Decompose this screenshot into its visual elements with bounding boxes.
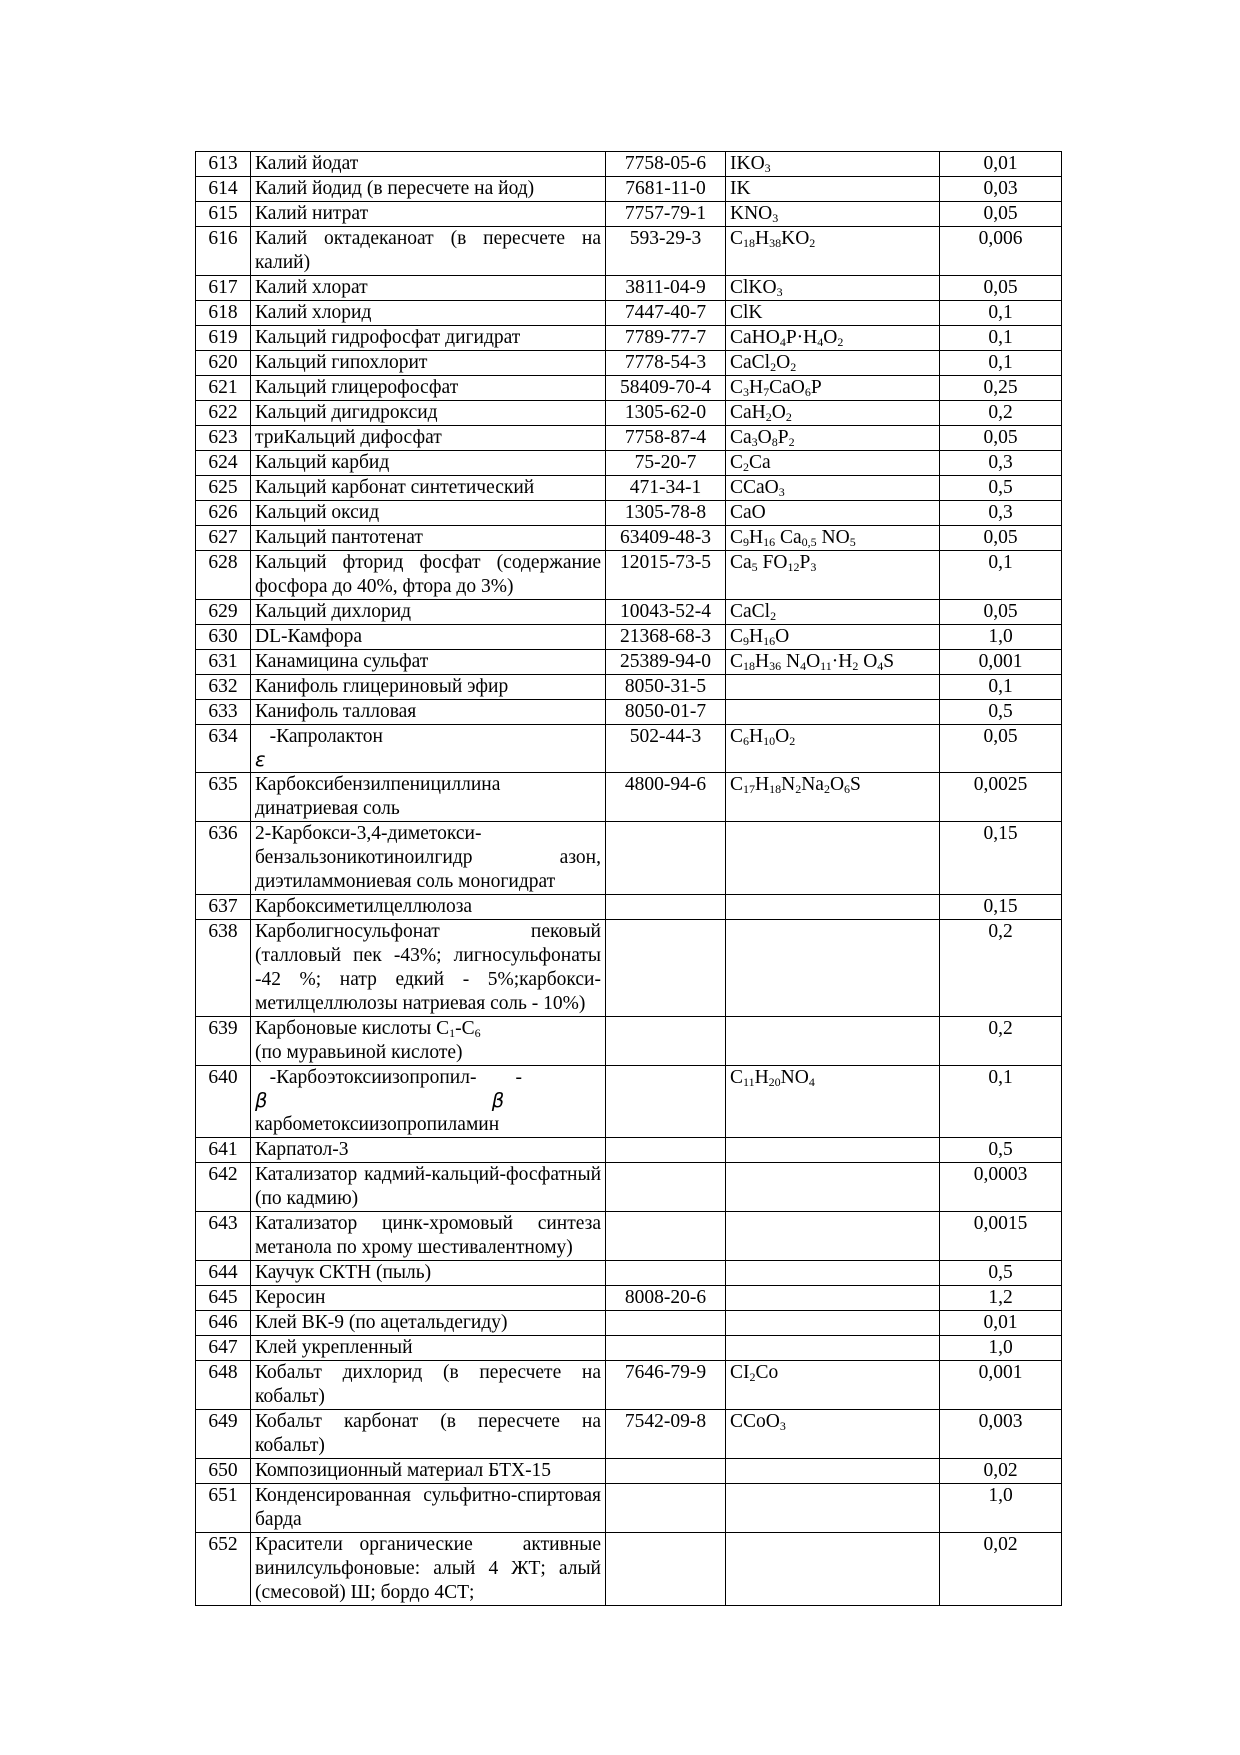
limit-value: 0,1 <box>940 1066 1062 1138</box>
substance-name: Керосин <box>251 1286 606 1311</box>
substance-name: Красители органические активные винилсульфоновые: алый 4 ЖТ; алый (смесовой) Ш; бордо 4СТ; <box>251 1533 606 1606</box>
limit-value: 0,001 <box>940 1361 1062 1410</box>
row-number: 616 <box>196 227 251 276</box>
row-number: 639 <box>196 1017 251 1066</box>
row-number: 646 <box>196 1311 251 1336</box>
cas-number <box>606 1066 726 1138</box>
cas-number: 7757-79-1 <box>606 202 726 227</box>
table-row <box>196 675 1062 700</box>
limit-value: 0,15 <box>940 822 1062 895</box>
substance-name: Кальций гипохлорит <box>251 351 606 376</box>
table-row <box>196 773 1062 822</box>
limit-value: 0,1 <box>940 551 1062 600</box>
limit-value: 0,5 <box>940 1138 1062 1163</box>
cas-number: 593-29-3 <box>606 227 726 276</box>
row-number: 647 <box>196 1336 251 1361</box>
table-row <box>196 1163 1062 1212</box>
table-row <box>196 177 1062 202</box>
cas-number: 471-34-1 <box>606 476 726 501</box>
row-number: 650 <box>196 1459 251 1484</box>
chemical-formula: $CI_2Co$ <box>726 1361 940 1410</box>
row-number: 629 <box>196 600 251 625</box>
cas-number: 1305-78-8 <box>606 501 726 526</box>
substance-name: Кальций пантотенат <box>251 526 606 551</box>
substance-name: Калий йодид (в пересчете на йод) <box>251 177 606 202</box>
substance-name: Карбоксибензилпенициллина динатриевая соль <box>251 773 606 822</box>
table-row <box>196 426 1062 451</box>
table-row <box>196 152 1062 177</box>
substance-name: Композиционный материал БТХ-15 <box>251 1459 606 1484</box>
substance-name: Кобальт карбонат (в пересчете на кобальт) <box>251 1410 606 1459</box>
table-row <box>196 202 1062 227</box>
limit-value: 0,5 <box>940 1261 1062 1286</box>
row-number: 632 <box>196 675 251 700</box>
cas-number: 3811-04-9 <box>606 276 726 301</box>
chemical-formula <box>726 1017 940 1066</box>
chemical-formula: $C_9H_{16}O$ <box>726 625 940 650</box>
cas-number: 10043-52-4 <box>606 600 726 625</box>
cas-number: 1305-62-0 <box>606 401 726 426</box>
substance-name: Карпатол-3 <box>251 1138 606 1163</box>
substance-name: Калий хлорат <box>251 276 606 301</box>
table-row <box>196 1410 1062 1459</box>
chemical-formula <box>726 675 940 700</box>
row-number: 620 <box>196 351 251 376</box>
row-number: 638 <box>196 920 251 1017</box>
limit-value: 1,0 <box>940 625 1062 650</box>
limit-value: 0,01 <box>940 1311 1062 1336</box>
substance-name: Катализатор кадмий-кальций-фосфатный (по кадмию) <box>251 1163 606 1212</box>
chemical-formula: $C_3H_7CaO_6P$ <box>726 376 940 401</box>
chemical-formula: $CaHO_4P\cdot H_4O_2$ <box>726 326 940 351</box>
substance-name: Кальций карбид <box>251 451 606 476</box>
row-number: 624 <box>196 451 251 476</box>
cas-number: 7447-40-7 <box>606 301 726 326</box>
chemical-formula: $C_{18}H_{38}KO_2$ <box>726 227 940 276</box>
limit-value: 0,05 <box>940 526 1062 551</box>
cas-number <box>606 1336 726 1361</box>
substance-name: Калий хлорид <box>251 301 606 326</box>
cas-number: 25389-94-0 <box>606 650 726 675</box>
limit-value: 0,02 <box>940 1533 1062 1606</box>
chemical-formula <box>726 1311 940 1336</box>
cas-number: 7789-77-7 <box>606 326 726 351</box>
substance-name: Кобальт дихлорид (в пересчете на кобальт) <box>251 1361 606 1410</box>
table-row <box>196 526 1062 551</box>
chemical-formula: $IKO_3$ <box>726 152 940 177</box>
substance-name: Кальций дихлорид <box>251 600 606 625</box>
row-number: 644 <box>196 1261 251 1286</box>
cas-number <box>606 895 726 920</box>
chemical-formula: CaO <box>726 501 940 526</box>
chemical-formula <box>726 1336 940 1361</box>
cas-number <box>606 1163 726 1212</box>
substance-name: Клей ВК-9 (по ацетальдегиду) <box>251 1311 606 1336</box>
table-row <box>196 1066 1062 1138</box>
row-number: 637 <box>196 895 251 920</box>
table-row <box>196 1361 1062 1410</box>
limit-value: 0,001 <box>940 650 1062 675</box>
chemical-formula: IK <box>726 177 940 202</box>
row-number: 628 <box>196 551 251 600</box>
substance-name: Кальций гидрофосфат дигидрат <box>251 326 606 351</box>
limit-value: 0,25 <box>940 376 1062 401</box>
limit-value: 0,01 <box>940 152 1062 177</box>
row-number: 623 <box>196 426 251 451</box>
substance-table <box>195 151 1062 1606</box>
limit-value: 0,02 <box>940 1459 1062 1484</box>
cas-number: 63409-48-3 <box>606 526 726 551</box>
row-number: 626 <box>196 501 251 526</box>
substance-name: Кальций оксид <box>251 501 606 526</box>
limit-value: 0,05 <box>940 600 1062 625</box>
substance-name: DL-Камфора <box>251 625 606 650</box>
cas-number <box>606 1533 726 1606</box>
substance-name: Катализатор цинк-хромовый синтеза метанола по хрому шестивалентному) <box>251 1212 606 1261</box>
cas-number: 58409-70-4 <box>606 376 726 401</box>
chemical-formula <box>726 1286 940 1311</box>
limit-value: 0,3 <box>940 451 1062 476</box>
row-number: 636 <box>196 822 251 895</box>
table-row <box>196 551 1062 600</box>
table-row <box>196 501 1062 526</box>
limit-value: 1,0 <box>940 1484 1062 1533</box>
cas-number: 7681-11-0 <box>606 177 726 202</box>
chemical-formula <box>726 920 940 1017</box>
substance-name: Клей укрепленный <box>251 1336 606 1361</box>
substance-name: -Карбоэтоксиизопропил- - β β карбометоксиизопропиламин <box>251 1066 606 1138</box>
substance-name: Карболигносульфонат пековый (талловый пек -43%; лигносульфонаты -42 %; натр едкий - 5%;карбокси-метилцеллюлозы натриевая соль - 10%) <box>251 920 606 1017</box>
row-number: 625 <box>196 476 251 501</box>
substance-name: Канифоль глицериновый эфир <box>251 675 606 700</box>
chemical-formula <box>726 1138 940 1163</box>
limit-value: 0,0015 <box>940 1212 1062 1261</box>
row-number: 634 <box>196 725 251 773</box>
row-number: 649 <box>196 1410 251 1459</box>
chemical-formula: CCaO$_3$ <box>726 476 940 501</box>
cas-number: 7758-87-4 <box>606 426 726 451</box>
limit-value: 0,2 <box>940 401 1062 426</box>
cas-number: 4800-94-6 <box>606 773 726 822</box>
limit-value: 0,05 <box>940 276 1062 301</box>
chemical-formula <box>726 1459 940 1484</box>
chemical-formula: $C_9H_{16}$ $Ca_{0,5}$ $NO_5$ <box>726 526 940 551</box>
row-number: 648 <box>196 1361 251 1410</box>
row-number: 642 <box>196 1163 251 1212</box>
limit-value: 1,0 <box>940 1336 1062 1361</box>
chemical-formula: $KNO_3$ <box>726 202 940 227</box>
chemical-formula <box>726 700 940 725</box>
chemical-formula <box>726 1261 940 1286</box>
limit-value: 0,1 <box>940 326 1062 351</box>
row-number: 613 <box>196 152 251 177</box>
table-row <box>196 1017 1062 1066</box>
substance-name: 2-Карбокси-3,4-диметокси-бензальзоникотиноилгидр азон, диэтиламмониевая соль моногидрат <box>251 822 606 895</box>
limit-value: 0,0025 <box>940 773 1062 822</box>
cas-number: 8050-31-5 <box>606 675 726 700</box>
chemical-formula <box>726 1533 940 1606</box>
cas-number <box>606 1484 726 1533</box>
cas-number <box>606 1212 726 1261</box>
substance-name: Канифоль талловая <box>251 700 606 725</box>
row-number: 645 <box>196 1286 251 1311</box>
substance-name: -Капролактон ε <box>251 725 606 773</box>
substance-name: Конденсированная сульфитно-спиртовая барда <box>251 1484 606 1533</box>
limit-value: 0,15 <box>940 895 1062 920</box>
table-row <box>196 351 1062 376</box>
limit-value: 0,3 <box>940 501 1062 526</box>
row-number: 651 <box>196 1484 251 1533</box>
table-row <box>196 1138 1062 1163</box>
table-row <box>196 600 1062 625</box>
chemical-formula: $C_{18}H_{36}$ $N_4O_{11}\cdot H_2$ $O_4S$ <box>726 650 940 675</box>
table-body <box>196 152 1062 1606</box>
limit-value: 0,05 <box>940 202 1062 227</box>
limit-value: 0,006 <box>940 227 1062 276</box>
table-row <box>196 1311 1062 1336</box>
substance-name: Калий октадеканоат (в пересчете на калий) <box>251 227 606 276</box>
substance-name: Каучук СКТН (пыль) <box>251 1261 606 1286</box>
chemical-formula: ClK <box>726 301 940 326</box>
limit-value: 0,1 <box>940 675 1062 700</box>
cas-number: 7646-79-9 <box>606 1361 726 1410</box>
substance-name: Карбоновые кислоты $C_1-C_6$ (по муравьиной кислоте) <box>251 1017 606 1066</box>
chemical-formula: $Ca_3O_8P_2$ <box>726 426 940 451</box>
row-number: 635 <box>196 773 251 822</box>
substance-name: Кальций карбонат синтетический <box>251 476 606 501</box>
row-number: 631 <box>196 650 251 675</box>
row-number: 652 <box>196 1533 251 1606</box>
table-row <box>196 625 1062 650</box>
cas-number: 7758-05-6 <box>606 152 726 177</box>
cas-number: 8050-01-7 <box>606 700 726 725</box>
row-number: 622 <box>196 401 251 426</box>
limit-value: 0,05 <box>940 725 1062 773</box>
limit-value: 0,2 <box>940 1017 1062 1066</box>
chemical-formula <box>726 1484 940 1533</box>
substance-name: Калий нитрат <box>251 202 606 227</box>
table-row <box>196 725 1062 773</box>
chemical-formula: CaCl$_2$ <box>726 600 940 625</box>
table-row <box>196 1336 1062 1361</box>
limit-value: 0,05 <box>940 426 1062 451</box>
cas-number <box>606 1459 726 1484</box>
table-row <box>196 376 1062 401</box>
chemical-formula <box>726 1163 940 1212</box>
row-number: 633 <box>196 700 251 725</box>
chemical-formula <box>726 822 940 895</box>
cas-number <box>606 1261 726 1286</box>
table-row <box>196 1261 1062 1286</box>
chemical-formula: $CaH_2O_2$ <box>726 401 940 426</box>
chemical-formula: $C_{17}H_{18}N_2Na_2O_6S$ <box>726 773 940 822</box>
cas-number: 7778-54-3 <box>606 351 726 376</box>
table-row <box>196 326 1062 351</box>
table-row <box>196 700 1062 725</box>
chemical-formula: $C_2Ca$ <box>726 451 940 476</box>
cas-number <box>606 920 726 1017</box>
row-number: 617 <box>196 276 251 301</box>
substance-name: Карбоксиметилцеллюлоза <box>251 895 606 920</box>
chemical-formula: $C_6H_{10}O_2$ <box>726 725 940 773</box>
table-row <box>196 1286 1062 1311</box>
table-row <box>196 822 1062 895</box>
row-number: 643 <box>196 1212 251 1261</box>
chemical-formula <box>726 1212 940 1261</box>
row-number: 640 <box>196 1066 251 1138</box>
cas-number <box>606 1017 726 1066</box>
cas-number: 8008-20-6 <box>606 1286 726 1311</box>
substance-name: Кальций дигидроксид <box>251 401 606 426</box>
row-number: 641 <box>196 1138 251 1163</box>
cas-number: 12015-73-5 <box>606 551 726 600</box>
limit-value: 0,5 <box>940 476 1062 501</box>
table-row <box>196 476 1062 501</box>
table-row <box>196 1484 1062 1533</box>
limit-value: 0,5 <box>940 700 1062 725</box>
row-number: 621 <box>196 376 251 401</box>
row-number: 630 <box>196 625 251 650</box>
substance-name: триКальций дифосфат <box>251 426 606 451</box>
table-row <box>196 895 1062 920</box>
cas-number: 21368-68-3 <box>606 625 726 650</box>
limit-value: 0,1 <box>940 351 1062 376</box>
table-row <box>196 451 1062 476</box>
chemical-formula: $CaCl_2O_2$ <box>726 351 940 376</box>
limit-value: 0,1 <box>940 301 1062 326</box>
table-row <box>196 227 1062 276</box>
row-number: 619 <box>196 326 251 351</box>
table-row <box>196 276 1062 301</box>
limit-value: 0,003 <box>940 1410 1062 1459</box>
row-number: 618 <box>196 301 251 326</box>
table-row <box>196 1459 1062 1484</box>
table-row <box>196 401 1062 426</box>
cas-number: 75-20-7 <box>606 451 726 476</box>
chemical-formula <box>726 895 940 920</box>
cas-number: 502-44-3 <box>606 725 726 773</box>
cas-number: 7542-09-8 <box>606 1410 726 1459</box>
table-row <box>196 1533 1062 1606</box>
row-number: 627 <box>196 526 251 551</box>
row-number: 615 <box>196 202 251 227</box>
limit-value: 0,2 <box>940 920 1062 1017</box>
chemical-formula: CCoO$_3$ <box>726 1410 940 1459</box>
table-row <box>196 650 1062 675</box>
limit-value: 1,2 <box>940 1286 1062 1311</box>
table-row <box>196 1212 1062 1261</box>
substance-name: Кальций фторид фосфат (содержание фосфора до 40%, фтора до 3%) <box>251 551 606 600</box>
substance-name: Канамицина сульфат <box>251 650 606 675</box>
substance-name: Кальций глицерофосфат <box>251 376 606 401</box>
cas-number <box>606 1138 726 1163</box>
cas-number <box>606 822 726 895</box>
chemical-formula: $C_{11}H_{20}NO_4$ <box>726 1066 940 1138</box>
cas-number <box>606 1311 726 1336</box>
table-row <box>196 920 1062 1017</box>
chemical-formula: ClKO$_3$ <box>726 276 940 301</box>
limit-value: 0,03 <box>940 177 1062 202</box>
substance-name: Калий йодат <box>251 152 606 177</box>
table-row <box>196 301 1062 326</box>
chemical-formula: $Ca_5$ $FO_{12}P_3$ <box>726 551 940 600</box>
limit-value: 0,0003 <box>940 1163 1062 1212</box>
row-number: 614 <box>196 177 251 202</box>
